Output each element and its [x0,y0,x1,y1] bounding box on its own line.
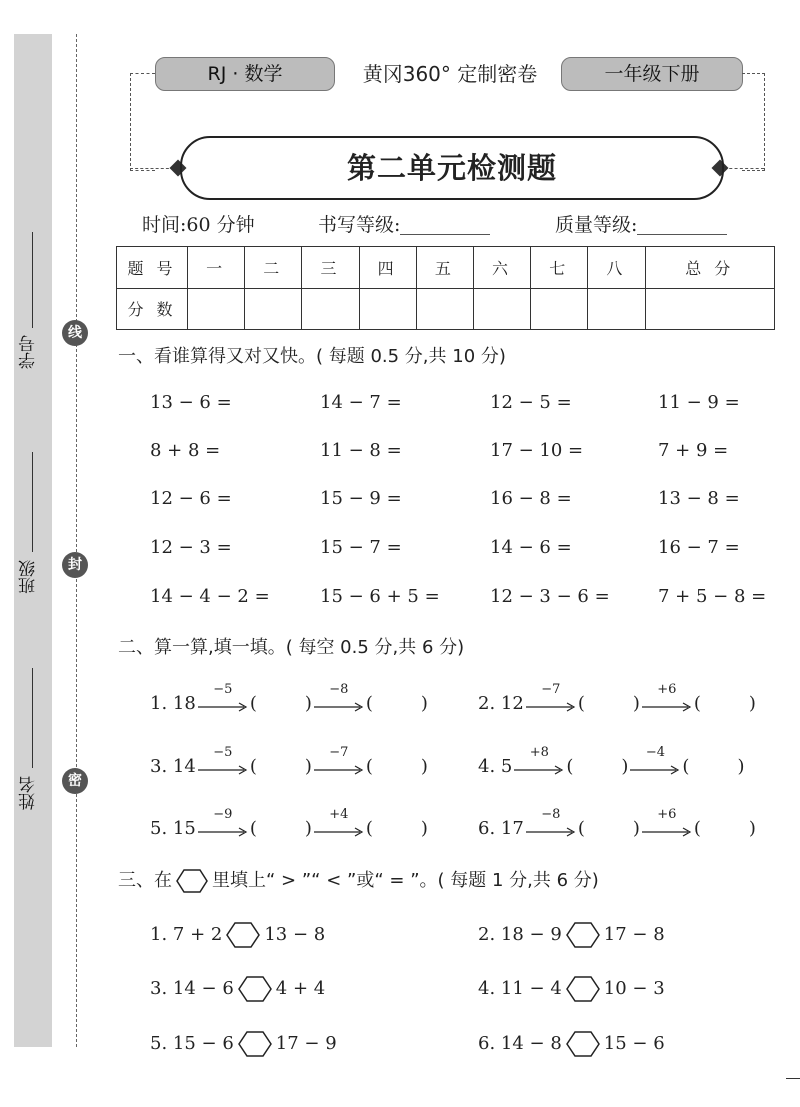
compare-hexagon-blank[interactable] [562,1033,604,1054]
arrow-operation: −7 [329,745,349,760]
compare-right: 17 − 8 [603,924,665,945]
compare-question [150,976,325,1002]
table-cell: 八 [588,247,645,289]
answer-blank[interactable] [366,756,428,777]
compare-hexagon-blank[interactable] [234,1033,276,1054]
arrow-icon [642,682,692,714]
arrow-icon [526,682,576,714]
chain-start: 3. 14 [150,756,196,777]
arrow-icon [198,807,248,839]
chain-start: 1. 18 [150,693,196,714]
table-cell: 二 [245,247,302,289]
chain-start: 2. 12 [478,693,524,714]
score-table-score-row [117,288,775,330]
close-paren: ) [304,693,312,714]
close-paren: ) [737,756,745,777]
score-table-header-row [117,247,775,289]
right-connector-foot [724,168,764,169]
writing-grade-label: 书写等级: [318,214,401,236]
score-table [116,246,775,330]
score-cell[interactable] [531,288,588,330]
calc-question: 12 − 3 − 6 = [490,586,610,607]
score-cell[interactable] [588,288,645,330]
name-label: 姓名 [19,776,39,810]
open-paren: ( [693,693,701,714]
calc-question: 12 − 5 = [490,392,572,413]
open-paren: ( [577,818,585,839]
chain-question [478,807,756,839]
student-id-blank [32,232,33,328]
calc-question: 14 − 7 = [320,392,402,413]
compare-left: 6. 14 − 8 [478,1033,562,1054]
close-paren: ) [420,756,428,777]
close-paren: ) [748,693,756,714]
compare-right: 15 − 6 [603,1033,665,1054]
chain-start: 4. 5 [478,756,513,777]
calc-question: 14 − 4 − 2 = [150,586,270,607]
score-cell[interactable] [359,288,416,330]
compare-right: 4 + 4 [275,978,326,999]
arrow-operation: +8 [529,745,549,760]
open-paren: ( [693,818,701,839]
close-paren: ) [304,756,312,777]
answer-blank[interactable] [566,756,628,777]
calc-question: 15 − 7 = [320,537,402,558]
answer-blank[interactable] [250,693,312,714]
class-label: 班级 [19,560,39,594]
calc-question: 11 − 8 = [320,440,402,461]
answer-blank[interactable] [366,693,428,714]
chain-question [478,745,745,777]
table-cell: 分 数 [117,288,188,330]
quality-grade [555,210,727,237]
left-connector-foot [130,168,174,169]
chain-question [150,807,428,839]
compare-left: 3. 14 − 6 [150,978,234,999]
table-cell: 五 [416,247,473,289]
chain-start: 5. 15 [150,818,196,839]
section2-title: 二、算一算,填一填。( 每空 0.5 分,共 6 分) [118,637,465,658]
arrow-icon [314,745,364,777]
arrow-icon [314,682,364,714]
calc-question: 8 + 8 = [150,440,221,461]
cut-line [76,34,77,1047]
compare-right: 13 − 8 [264,924,326,945]
calc-question: 12 − 6 = [150,488,232,509]
compare-question [478,1031,665,1057]
time-label: 时间:60 分钟 [142,214,255,236]
right-connector [742,73,765,171]
compare-hexagon-blank[interactable] [562,978,604,999]
name-blank [32,668,33,768]
close-paren: ) [748,818,756,839]
score-cell[interactable] [645,288,775,330]
calc-question: 11 − 9 = [658,392,740,413]
arrow-operation: −5 [213,745,233,760]
compare-question [478,976,665,1002]
page-title: 第二单元检测题 [180,136,724,200]
close-paren: ) [632,818,640,839]
arrow-icon [642,807,692,839]
table-cell: 题 号 [117,247,188,289]
chain-question [150,745,428,777]
calc-question: 17 − 10 = [490,440,584,461]
arrow-icon [514,745,564,777]
seal-line-mark: 线 [62,320,88,346]
section1-title: 一、看谁算得又对又快。( 每题 0.5 分,共 10 分) [118,346,506,367]
section3-title-pre: 三、在 [118,870,172,891]
open-paren: ( [249,818,257,839]
arrow-operation: −8 [541,807,561,822]
calc-question: 16 − 8 = [490,488,572,509]
seal-secret-mark: 密 [62,768,88,794]
close-paren: ) [632,693,640,714]
subject-pill: RJ · 数学 [155,57,335,91]
table-cell: 总 分 [645,247,775,289]
quality-grade-label: 质量等级: [555,214,638,236]
compare-left: 4. 11 − 4 [478,978,562,999]
quality-grade-field[interactable] [637,214,727,235]
answer-blank[interactable] [578,818,640,839]
hexagon-icon [176,869,208,893]
table-cell: 四 [359,247,416,289]
arrow-operation: −7 [541,682,561,697]
section3-title [118,866,599,893]
compare-left: 1. 7 + 2 [150,924,223,945]
open-paren: ( [365,693,373,714]
table-cell: 一 [188,247,245,289]
binding-sidebar [14,34,52,1047]
score-cell[interactable] [302,288,359,330]
close-paren: ) [420,818,428,839]
answer-blank[interactable] [694,818,756,839]
open-paren: ( [365,818,373,839]
arrow-operation: +6 [657,682,677,697]
left-connector [130,73,155,171]
table-cell: 三 [302,247,359,289]
calc-question: 15 − 9 = [320,488,402,509]
arrow-operation: +6 [657,807,677,822]
calc-question: 14 − 6 = [490,537,572,558]
score-cell[interactable] [188,288,245,330]
compare-left: 2. 18 − 9 [478,924,562,945]
score-cell[interactable] [416,288,473,330]
arrow-operation: −8 [329,682,349,697]
table-cell: 七 [531,247,588,289]
class-blank [32,452,33,552]
writing-grade-field[interactable] [400,214,490,235]
arrow-icon [630,745,680,777]
answer-blank[interactable] [366,818,428,839]
calc-question: 7 + 5 − 8 = [658,586,767,607]
chain-question [150,682,428,714]
calc-question: 16 − 7 = [658,537,740,558]
open-paren: ( [249,693,257,714]
open-paren: ( [682,756,690,777]
calc-question: 7 + 9 = [658,440,729,461]
open-paren: ( [365,756,373,777]
section3-title-post: 里填上“ > ”“ < ”或“ = ”。( 每题 1 分,共 6 分) [212,870,599,891]
chain-question [478,682,756,714]
answer-blank[interactable] [250,818,312,839]
calc-question: 13 − 8 = [658,488,740,509]
table-cell: 六 [473,247,530,289]
compare-hexagon-blank[interactable] [234,978,276,999]
open-paren: ( [249,756,257,777]
seal-seal-mark: 封 [62,552,88,578]
answer-blank[interactable] [682,756,744,777]
open-paren: ( [566,756,574,777]
writing-grade [318,210,490,237]
chain-start: 6. 17 [478,818,524,839]
compare-right: 17 − 9 [275,1033,337,1054]
compare-hexagon-blank[interactable] [562,924,604,945]
answer-blank[interactable] [250,756,312,777]
arrow-icon [526,807,576,839]
compare-hexagon-blank[interactable] [222,924,264,945]
arrow-operation: −5 [213,682,233,697]
student-id-label: 学号 [19,335,39,369]
open-paren: ( [577,693,585,714]
compare-left: 5. 15 − 6 [150,1033,234,1054]
arrow-operation: −4 [645,745,665,760]
page-edge-mark [786,1078,800,1079]
score-cell[interactable] [245,288,302,330]
answer-blank[interactable] [578,693,640,714]
grade-pill: 一年级下册 [561,57,743,91]
calc-question: 15 − 6 + 5 = [320,586,440,607]
calc-question: 12 − 3 = [150,537,232,558]
arrow-operation: −9 [213,807,233,822]
close-paren: ) [304,818,312,839]
arrow-icon [314,807,364,839]
score-cell[interactable] [473,288,530,330]
calc-question: 13 − 6 = [150,392,232,413]
close-paren: ) [621,756,629,777]
compare-right: 10 − 3 [603,978,665,999]
answer-blank[interactable] [694,693,756,714]
arrow-icon [198,682,248,714]
arrow-icon [198,745,248,777]
close-paren: ) [420,693,428,714]
compare-question [150,922,325,948]
compare-question [150,1031,337,1057]
arrow-operation: +4 [329,807,349,822]
compare-question [478,922,665,948]
series-title: 黄冈360° 定制密卷 [362,62,538,86]
